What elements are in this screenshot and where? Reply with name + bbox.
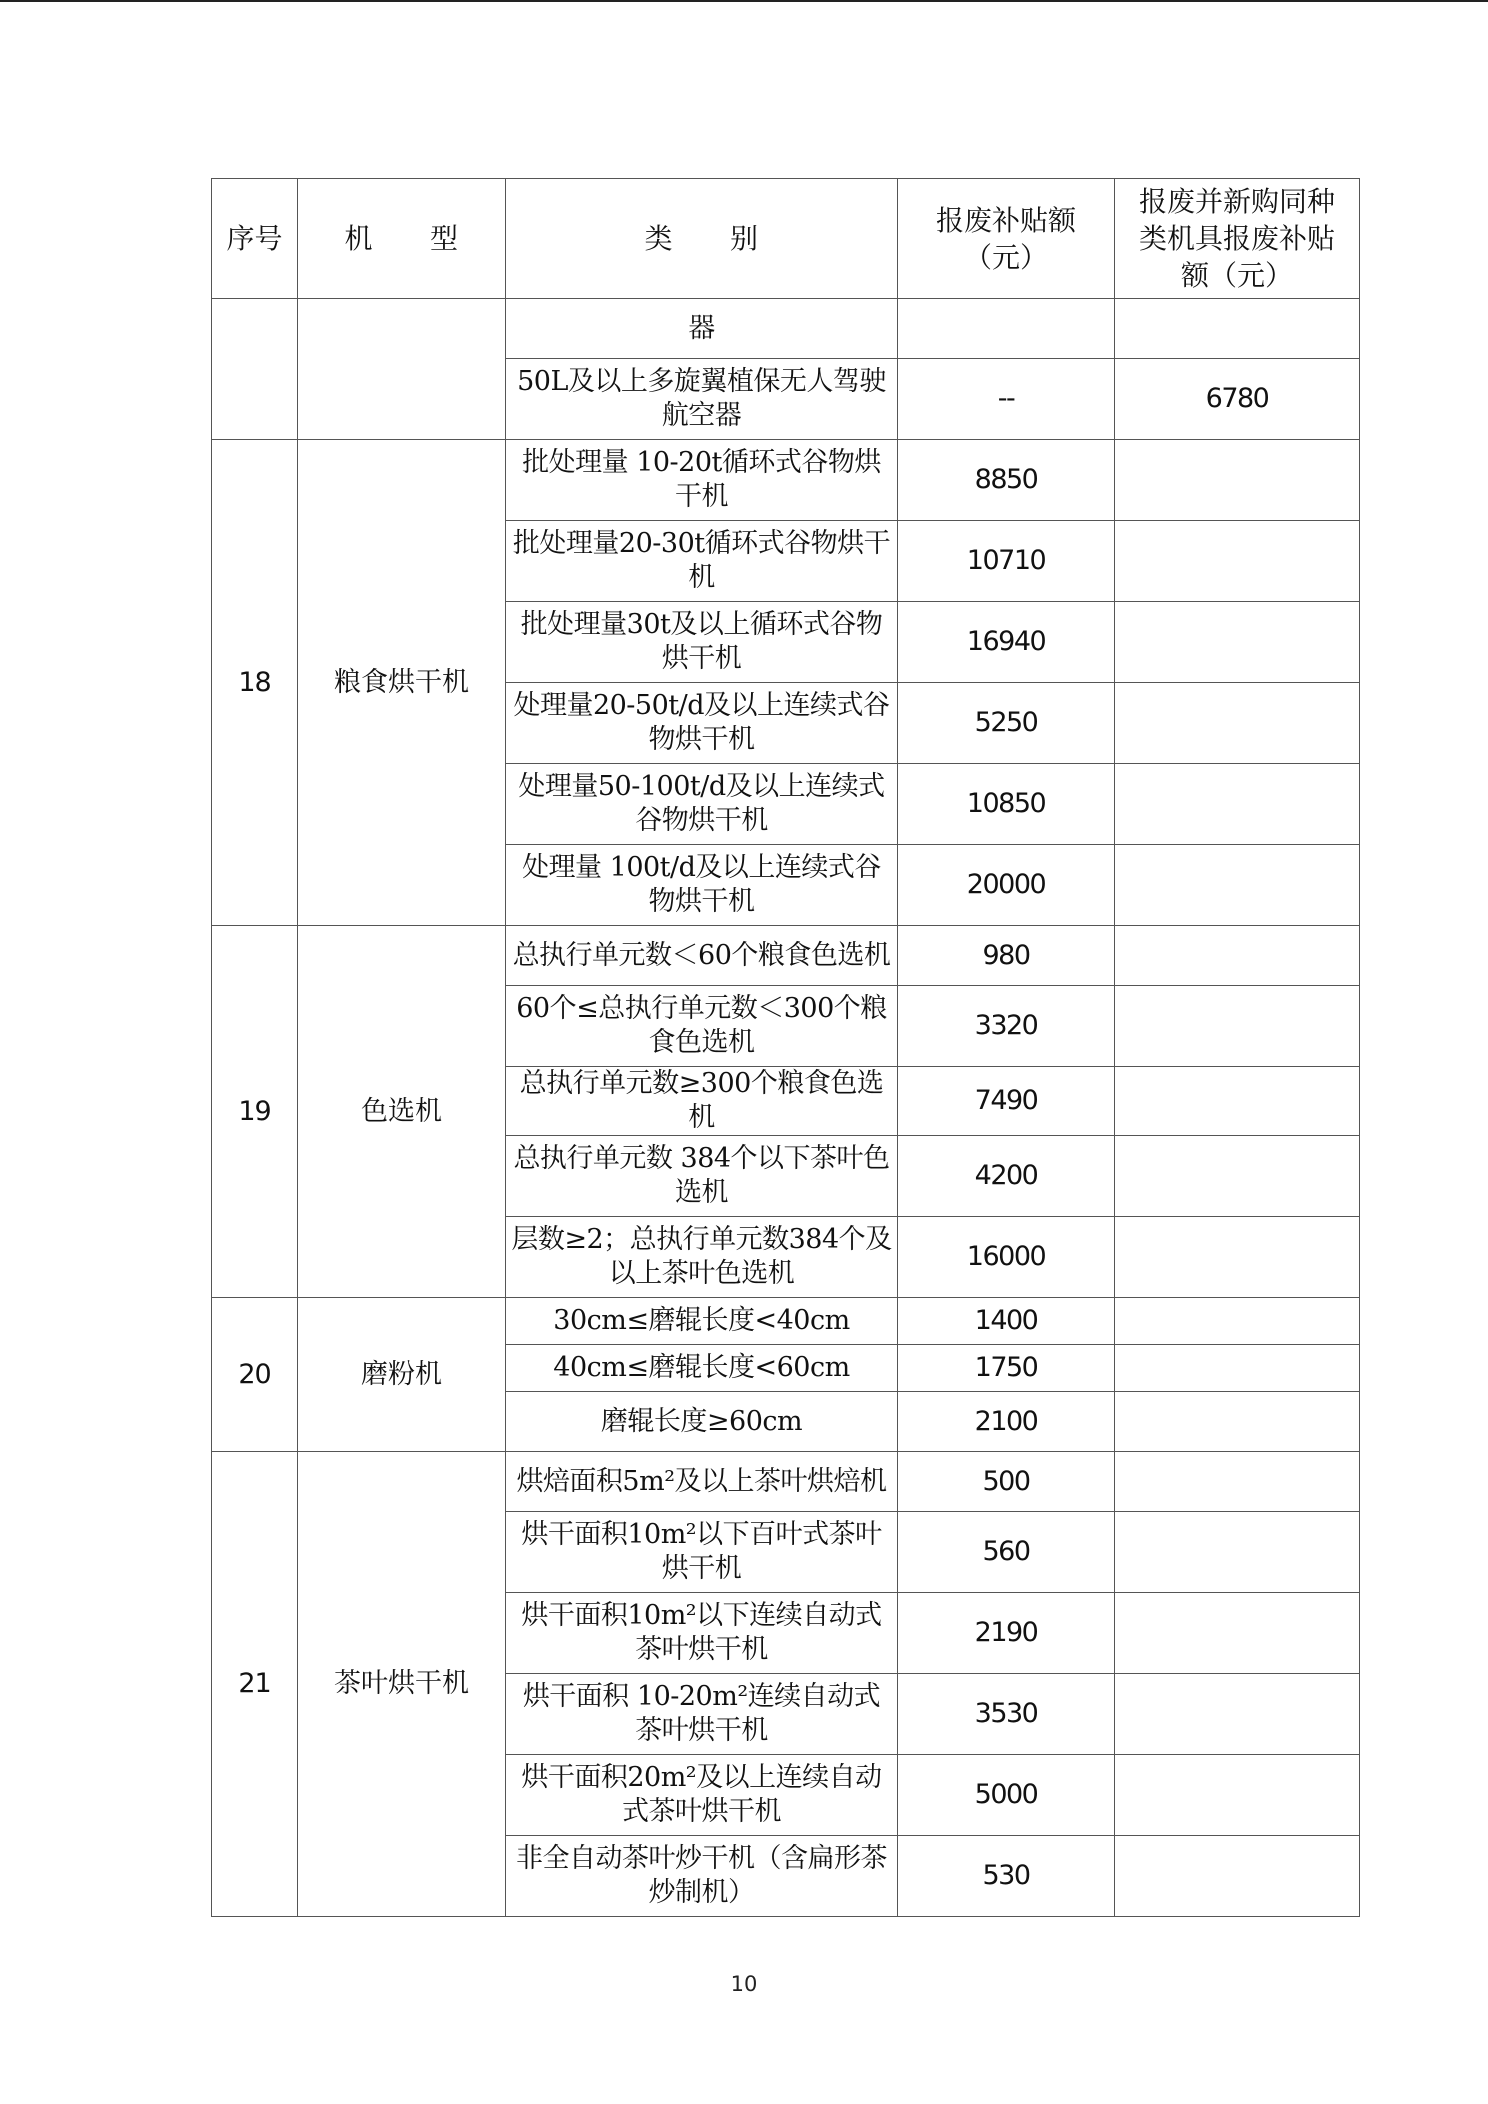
seq-cell: 18 <box>212 440 298 926</box>
scrap-new-subsidy-cell <box>1115 1674 1360 1755</box>
scrap-new-subsidy-cell <box>1115 845 1360 926</box>
category-cell: 批处理量20-30t循环式谷物烘干机 <box>506 521 898 602</box>
category-cell: 烘干面积20m²及以上连续自动式茶叶烘干机 <box>506 1755 898 1836</box>
category-cell: 总执行单元数≥300个粮食色选机 <box>506 1067 898 1136</box>
category-cell: 总执行单元数＜60个粮食色选机 <box>506 926 898 986</box>
header-model: 机 型 <box>298 179 506 299</box>
scrap-new-subsidy-cell <box>1115 521 1360 602</box>
top-border-line <box>0 0 1488 2</box>
scrap-subsidy-cell: 10710 <box>898 521 1115 602</box>
scrap-new-subsidy-cell <box>1115 1836 1360 1917</box>
scrap-new-subsidy-cell <box>1115 1392 1360 1452</box>
scrap-new-subsidy-cell <box>1115 1067 1360 1136</box>
scrap-subsidy-cell: 2190 <box>898 1593 1115 1674</box>
table-row <box>212 440 1360 521</box>
scrap-subsidy-cell: -- <box>898 359 1115 440</box>
category-cell: 50L及以上多旋翼植保无人驾驶航空器 <box>506 359 898 440</box>
seq-cell <box>212 299 298 440</box>
scrap-new-subsidy-cell <box>1115 1298 1360 1345</box>
scrap-new-subsidy-cell <box>1115 1593 1360 1674</box>
category-cell: 烘干面积10m²以下连续自动式茶叶烘干机 <box>506 1593 898 1674</box>
scrap-subsidy-cell: 10850 <box>898 764 1115 845</box>
scrap-subsidy-cell: 16940 <box>898 602 1115 683</box>
scrap-subsidy-cell: 16000 <box>898 1217 1115 1298</box>
scrap-new-subsidy-cell <box>1115 1217 1360 1298</box>
scrap-subsidy-cell: 5000 <box>898 1755 1115 1836</box>
scrap-new-subsidy-cell <box>1115 440 1360 521</box>
scrap-new-subsidy-cell <box>1115 1452 1360 1512</box>
scrap-new-subsidy-cell <box>1115 299 1360 359</box>
seq-cell: 21 <box>212 1452 298 1917</box>
category-cell: 总执行单元数 384个以下茶叶色选机 <box>506 1136 898 1217</box>
scrap-subsidy-cell <box>898 299 1115 359</box>
header-scrap-subsidy: 报废补贴额（元） <box>898 179 1115 299</box>
model-cell <box>298 299 506 440</box>
table-row <box>212 1298 1360 1345</box>
seq-cell: 19 <box>212 926 298 1298</box>
scrap-subsidy-cell: 8850 <box>898 440 1115 521</box>
scrap-new-subsidy-cell <box>1115 1512 1360 1593</box>
category-cell: 器 <box>506 299 898 359</box>
category-cell: 烘干面积10m²以下百叶式茶叶烘干机 <box>506 1512 898 1593</box>
scrap-new-subsidy-cell <box>1115 1345 1360 1392</box>
scrap-subsidy-cell: 20000 <box>898 845 1115 926</box>
table-body <box>212 299 1360 1917</box>
category-cell: 烘焙面积5m²及以上茶叶烘焙机 <box>506 1452 898 1512</box>
scrap-subsidy-cell: 530 <box>898 1836 1115 1917</box>
header-category: 类 别 <box>506 179 898 299</box>
scrap-subsidy-cell: 980 <box>898 926 1115 986</box>
model-cell: 茶叶烘干机 <box>298 1452 506 1917</box>
scrap-subsidy-cell: 1750 <box>898 1345 1115 1392</box>
seq-cell: 20 <box>212 1298 298 1452</box>
scrap-new-subsidy-cell <box>1115 602 1360 683</box>
model-cell: 粮食烘干机 <box>298 440 506 926</box>
scrap-new-subsidy-cell <box>1115 683 1360 764</box>
category-cell: 非全自动茶叶炒干机（含扁形茶炒制机） <box>506 1836 898 1917</box>
table-row <box>212 1452 1360 1512</box>
scrap-subsidy-cell: 3530 <box>898 1674 1115 1755</box>
scrap-new-subsidy-cell <box>1115 1755 1360 1836</box>
category-cell: 批处理量 10-20t循环式谷物烘干机 <box>506 440 898 521</box>
model-cell: 色选机 <box>298 926 506 1298</box>
scrap-subsidy-cell: 560 <box>898 1512 1115 1593</box>
category-cell: 处理量50-100t/d及以上连续式谷物烘干机 <box>506 764 898 845</box>
table-row <box>212 299 1360 359</box>
category-cell: 烘干面积 10-20m²连续自动式茶叶烘干机 <box>506 1674 898 1755</box>
scrap-new-subsidy-cell <box>1115 764 1360 845</box>
category-cell: 处理量20-50t/d及以上连续式谷物烘干机 <box>506 683 898 764</box>
model-cell: 磨粉机 <box>298 1298 506 1452</box>
scrap-new-subsidy-cell: 6780 <box>1115 359 1360 440</box>
category-cell: 60个≤总执行单元数＜300个粮食色选机 <box>506 986 898 1067</box>
table-header-row <box>212 179 1360 299</box>
table-row <box>212 926 1360 986</box>
category-cell: 批处理量30t及以上循环式谷物烘干机 <box>506 602 898 683</box>
category-cell: 处理量 100t/d及以上连续式谷物烘干机 <box>506 845 898 926</box>
scrap-subsidy-cell: 3320 <box>898 986 1115 1067</box>
category-cell: 磨辊长度≥60cm <box>506 1392 898 1452</box>
scrap-new-subsidy-cell <box>1115 986 1360 1067</box>
scrap-subsidy-cell: 4200 <box>898 1136 1115 1217</box>
subsidy-table <box>211 178 1360 1917</box>
scrap-subsidy-cell: 500 <box>898 1452 1115 1512</box>
scrap-subsidy-cell: 1400 <box>898 1298 1115 1345</box>
scrap-new-subsidy-cell <box>1115 926 1360 986</box>
scrap-subsidy-cell: 5250 <box>898 683 1115 764</box>
scrap-new-subsidy-cell <box>1115 1136 1360 1217</box>
header-scrap-new-subsidy: 报废并新购同种类机具报废补贴额（元） <box>1115 179 1360 299</box>
category-cell: 层数≥2；总执行单元数384个及以上茶叶色选机 <box>506 1217 898 1298</box>
scrap-subsidy-cell: 7490 <box>898 1067 1115 1136</box>
category-cell: 30cm≤磨辊长度<40cm <box>506 1298 898 1345</box>
category-cell: 40cm≤磨辊长度<60cm <box>506 1345 898 1392</box>
scrap-subsidy-cell: 2100 <box>898 1392 1115 1452</box>
page-number: 10 <box>730 1972 758 1996</box>
header-seq: 序号 <box>212 179 298 299</box>
